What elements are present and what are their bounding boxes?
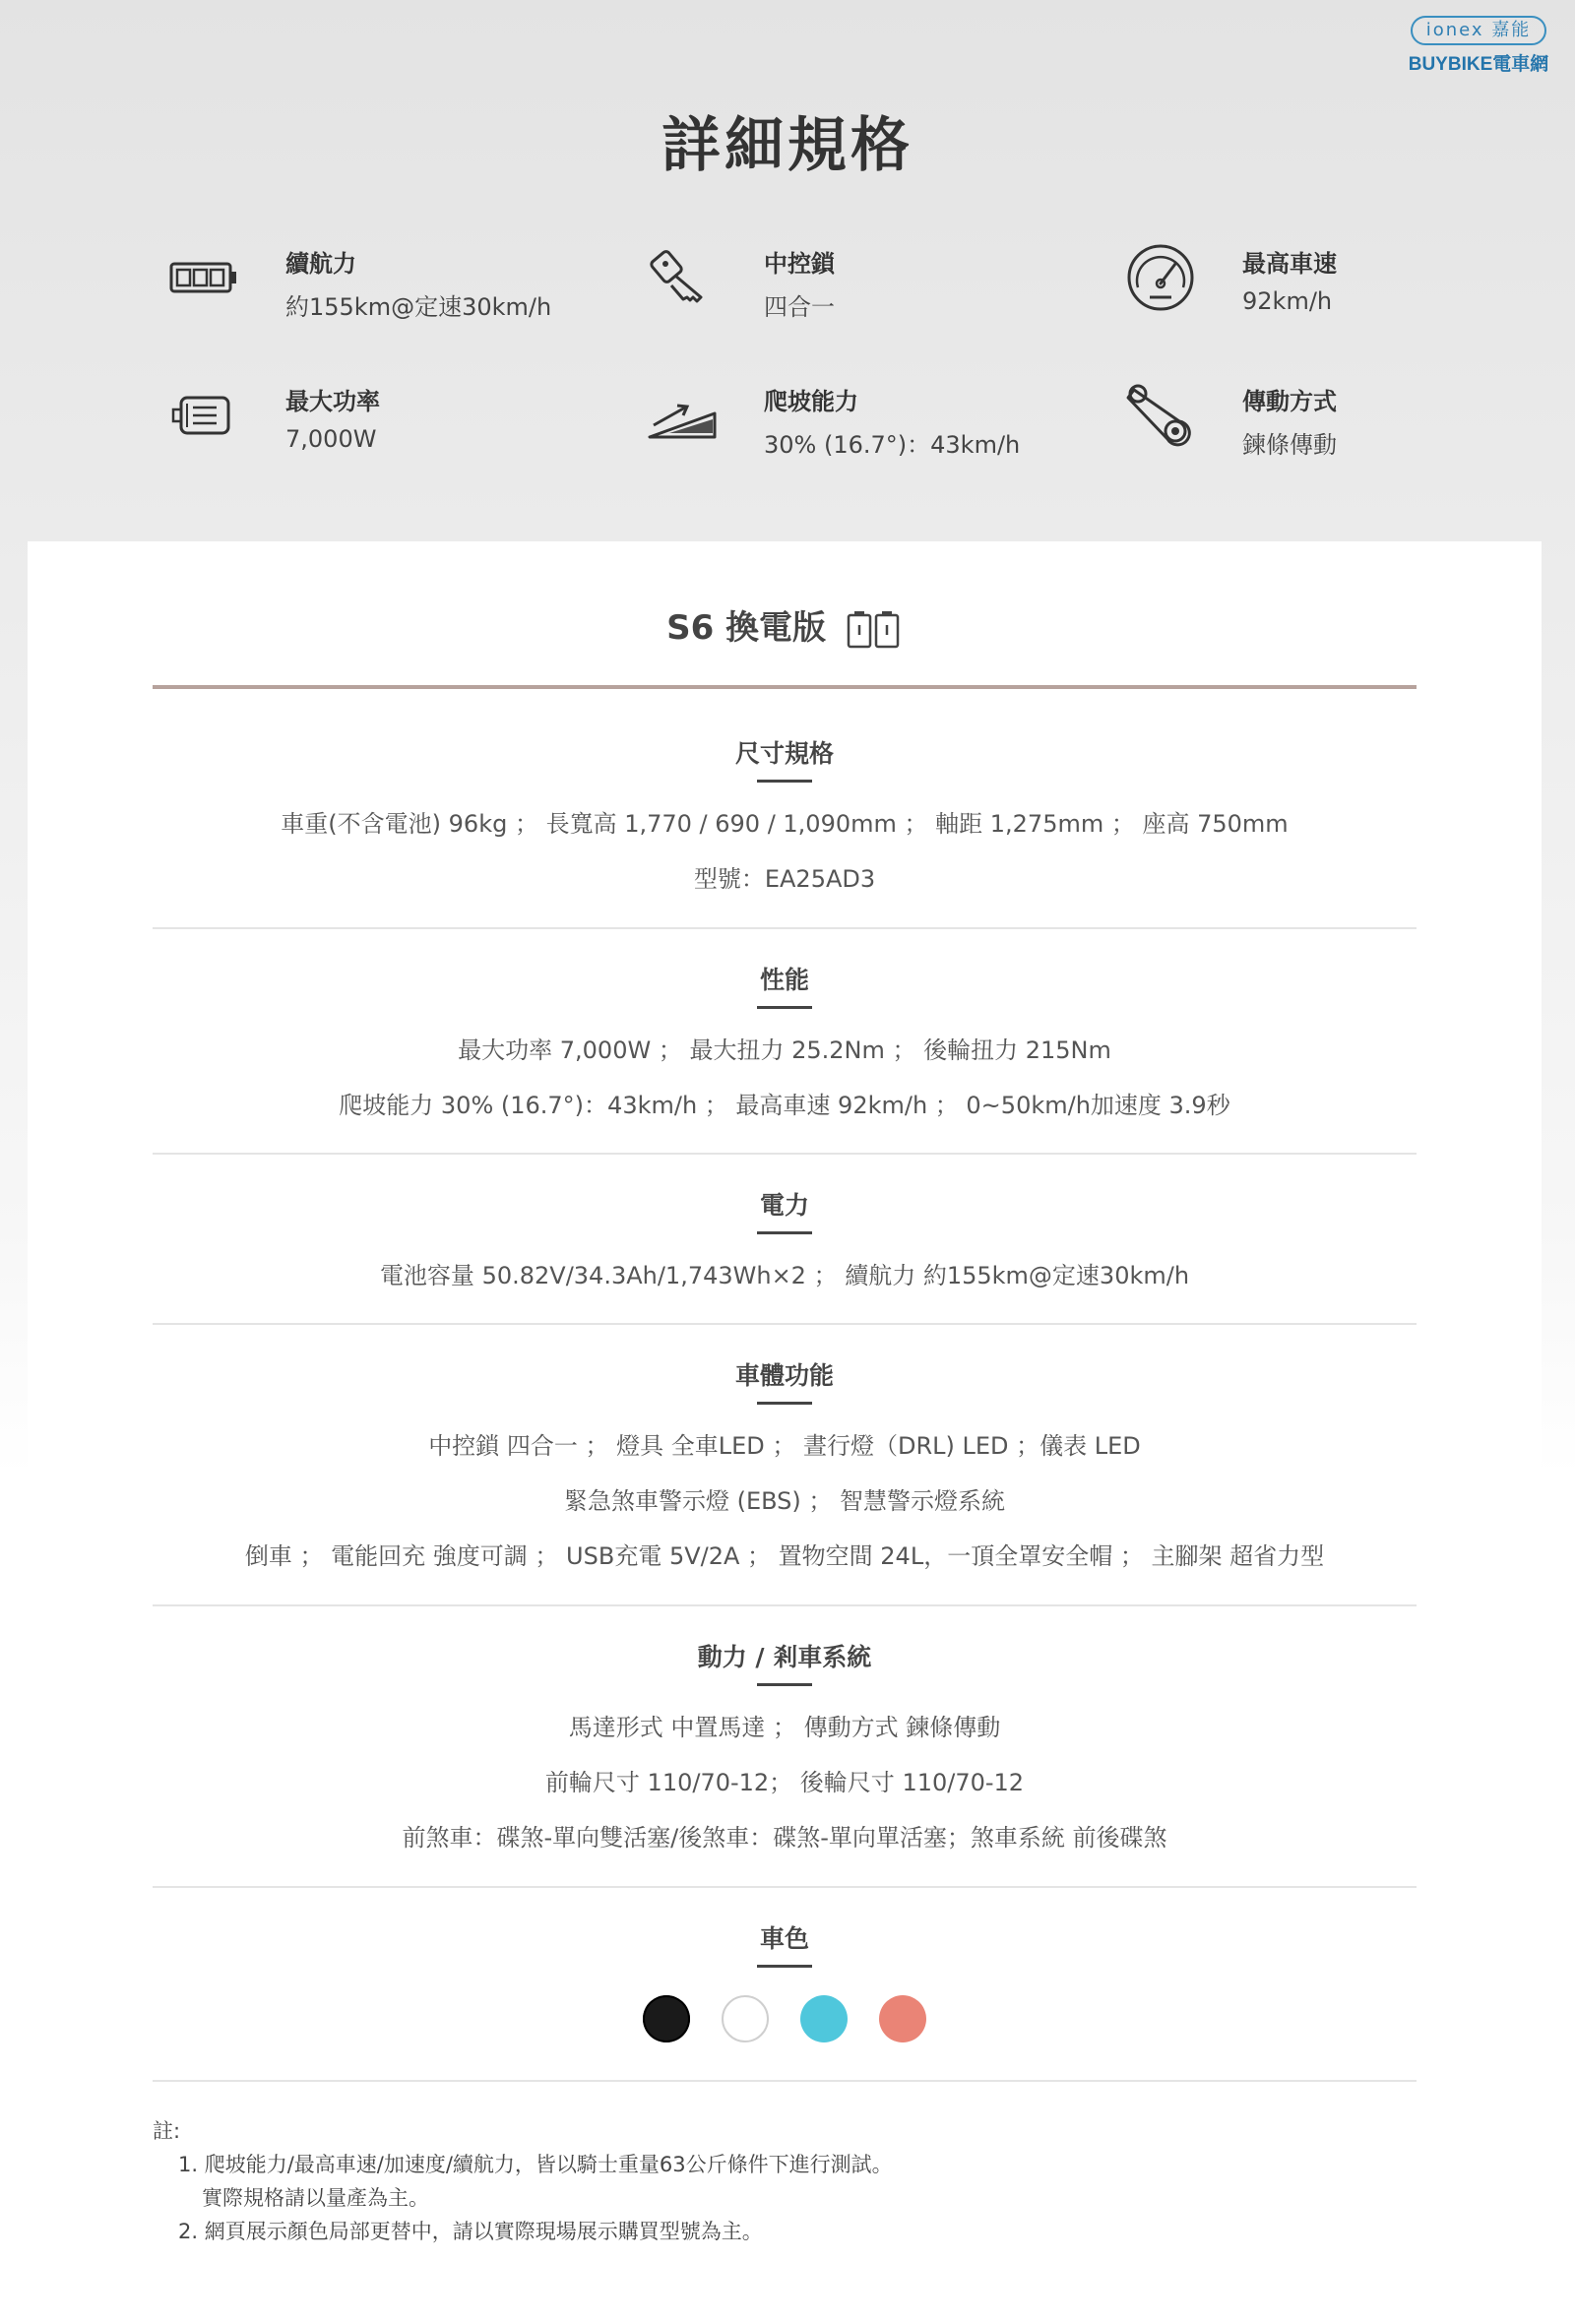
- feature-label: 傳動方式: [1242, 388, 1337, 415]
- feature-label: 最大功率: [285, 388, 380, 415]
- spec-line: 緊急煞車警示燈 (EBS) ； 智慧警示燈系統: [563, 1487, 1006, 1515]
- spec-line: 車重(不含電池) 96kg ； 長寬高 1,770 / 690 / 1,090mm ； 軸距 1,275mm ； 座高 750mm: [281, 810, 1289, 838]
- color-swatch-black[interactable]: [643, 1995, 690, 2042]
- section-title: 性能: [759, 966, 809, 994]
- page-title: 詳細規格: [662, 111, 914, 180]
- footnotes: [153, 2114, 1417, 2248]
- color-swatches: [153, 1995, 1417, 2042]
- color-swatch-white[interactable]: [722, 1995, 769, 2042]
- spec-line: 前輪尺寸 110/70-12； 後輪尺寸 110/70-12: [544, 1769, 1025, 1796]
- section-underline: [757, 1006, 812, 1009]
- feature-value: 約155km@定速30km/h: [285, 293, 552, 321]
- section-power: [153, 1186, 1417, 1289]
- spec-line: 爬坡能力 30% (16.7°)：43km/h ； 最高車速 92km/h ； 0~50km/h加速度 3.9秒: [339, 1092, 1230, 1119]
- model-divider: [153, 685, 1417, 689]
- model-name: S6 換電版: [666, 608, 827, 648]
- section-underline: [757, 780, 812, 783]
- footnote-item: 2. 網頁展示顏色局部更替中，請以實際現場展示購買型號為主。: [178, 2220, 763, 2243]
- section-title: 尺寸規格: [734, 739, 834, 768]
- spec-line: 型號：EA25AD3: [693, 865, 876, 893]
- brand-site-name: BUYBIKE電車網: [1408, 54, 1549, 75]
- speedometer-icon: [1124, 240, 1197, 313]
- feature-value: 92km/h: [1242, 287, 1333, 315]
- feature-label: 中控鎖: [764, 250, 835, 278]
- feature-value: 鍊條傳動: [1242, 431, 1337, 459]
- section-divider: [153, 1153, 1417, 1155]
- section-drive-brake: [153, 1638, 1417, 1852]
- feature-range: [167, 236, 581, 321]
- section-dimensions: [153, 734, 1417, 893]
- section-divider: [153, 1604, 1417, 1606]
- section-divider: [153, 1886, 1417, 1888]
- spec-line: 最大功率 7,000W ； 最大扭力 25.2Nm ； 後輪扭力 215Nm: [458, 1036, 1111, 1064]
- spec-card: [28, 541, 1542, 2324]
- color-swatch-cyan[interactable]: [800, 1995, 848, 2042]
- section-title: 電力: [759, 1191, 809, 1220]
- feature-value: 7,000W: [285, 425, 377, 453]
- section-title: 車色: [759, 1924, 809, 1953]
- spec-line: 馬達形式 中置馬達 ； 傳動方式 鍊條傳動: [568, 1714, 1001, 1741]
- footnote-item: 實際規格請以量產為主。: [202, 2186, 429, 2210]
- feature-label: 續航力: [285, 250, 356, 278]
- feature-power: [167, 374, 581, 453]
- section-divider: [153, 1323, 1417, 1325]
- brand-logo-mark: ionex 嘉能: [1411, 16, 1547, 45]
- spec-line: 倒車 ； 電能回充 強度可調 ； USB充電 5V/2A ； 置物空間 24L，一頂全罩安全帽 ； 主腳架 超省力型: [244, 1542, 1325, 1570]
- footnote-item: 1. 爬坡能力/最高車速/加速度/續航力，皆以騎士重量63公斤條件下進行測試。: [178, 2153, 893, 2176]
- feature-climb: [646, 374, 1059, 459]
- section-divider: [153, 927, 1417, 929]
- key-icon: [646, 240, 719, 313]
- section-performance: [153, 961, 1417, 1119]
- spec-line: 前煞車：碟煞-單向雙活塞/後煞車：碟煞-單向單活塞；煞車系統 前後碟煞: [402, 1824, 1167, 1852]
- spec-line: 電池容量 50.82V/34.3Ah/1,743Wh×2 ； 續航力 約155km@定速30km/h: [379, 1262, 1190, 1289]
- section-title: 動力 / 剎車系統: [697, 1643, 872, 1671]
- spec-line: 中控鎖 四合一 ； 燈具 全車LED ； 晝行燈（DRL) LED ；儀表 LED: [428, 1432, 1141, 1460]
- motor-icon: [167, 378, 240, 451]
- feature-label: 最高車速: [1242, 250, 1337, 278]
- slope-icon: [646, 378, 719, 451]
- swappable-battery-icon: [846, 609, 903, 651]
- feature-drive: [1124, 374, 1538, 459]
- footnotes-heading: 註:: [153, 2119, 181, 2143]
- section-divider: [153, 2080, 1417, 2082]
- section-body-features: [153, 1356, 1417, 1570]
- section-underline: [757, 1402, 812, 1405]
- section-underline: [757, 1965, 812, 1968]
- section-underline: [757, 1231, 812, 1234]
- section-underline: [757, 1683, 812, 1686]
- feature-label: 爬坡能力: [764, 388, 858, 415]
- section-title: 車體功能: [734, 1361, 834, 1390]
- feature-top-speed: [1124, 236, 1538, 315]
- model-title: [28, 600, 1542, 651]
- battery-icon: [167, 240, 240, 313]
- feature-value: 30% (16.7°)：43km/h: [764, 431, 1021, 459]
- color-swatch-coral[interactable]: [879, 1995, 926, 2042]
- chain-drive-icon: [1124, 378, 1197, 451]
- feature-value: 四合一: [764, 293, 835, 321]
- brand-logo[interactable]: [1390, 16, 1567, 76]
- section-colors: [153, 1919, 1417, 2042]
- feature-lock: [646, 236, 1059, 321]
